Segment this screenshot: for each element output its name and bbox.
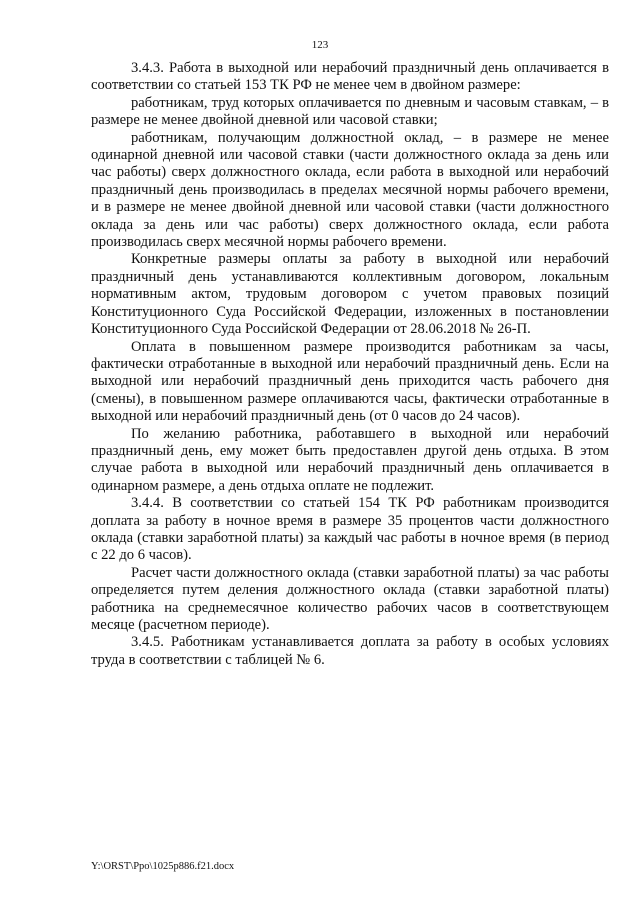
footer-file-path: Y:\ORST\Ppo\1025p886.f21.docx (91, 861, 235, 872)
paragraph-3-4-3: 3.4.3. Работа в выходной или нерабочий праздничный день оплачивается в соответствии со статьей 153 ТК РФ не менее чем в двойном размере: (91, 60, 609, 94)
page-number: 123 (311, 39, 329, 51)
paragraph-hourly-workers: работникам, труд которых оплачивается по дневным и часовым ставкам, – в размере не менее двойной дневной или часовой ставки; (91, 94, 609, 129)
paragraph-salaried-workers: работникам, получающим должностной оклад, – в размере не менее одинарной дневной или часовой ставки (части должностного оклада за день или час работы) сверх должностного оклада, если работа в выходной или нерабочий праздничный день производилась в пределах месячной нормы рабочего времени, и в размере не менее двойной дневной или часовой ставки (части должностного оклада за день или час работы) сверх должностного оклада, если работа производилась сверх месячной нормы рабочего времени. (91, 129, 609, 251)
paragraph-specific-amounts: Конкретные размеры оплаты за работу в выходной или нерабочий праздничный день устанавливаются коллективным договором, локальным нормативным актом, трудовым договором с учетом правовых позиций Конституционного Суда Российской Федерации, изложенных в постановлении Конституционного Суда Российской Федерации от 28.06.2018 № 26-П. (91, 251, 609, 338)
paragraph-3-4-5: 3.4.5. Работникам устанавливается доплата за работу в особых условиях труда в соответствии с таблицей № 6. (91, 634, 609, 668)
paragraph-3-4-4: 3.4.4. В соответствии со статьей 154 ТК РФ работникам производится доплата за работу в ночное время в размере 35 процентов части должностного оклада (ставки заработной платы) за каждый час работы в ночное время (в период с 22 до 6 часов). (91, 495, 609, 564)
paragraph-day-off: По желанию работника, работавшего в выходной или нерабочий праздничный день, ему может быть предоставлен другой день отдыха. В этом случае работа в выходной или нерабочий праздничный день оплачивается в одинарном размере, а день отдыха оплате не подлежит. (91, 425, 609, 494)
document-body (91, 60, 609, 669)
paragraph-increased-pay: Оплата в повышенном размере производится работникам за часы, фактически отработанные в выходной или нерабочий праздничный день. Если на выходной или нерабочий праздничный день приходится часть рабочего дня (смены), в повышенном размере оплачиваются часы, фактически отработанные в выходной или нерабочий праздничный день (от 0 часов до 24 часов). (91, 338, 609, 425)
paragraph-hourly-calculation: Расчет части должностного оклада (ставки заработной платы) за час работы определяется путем деления должностного оклада (ставки заработной платы) работника на среднемесячное количество рабочих часов в соответствующем месяце (расчетном периоде). (91, 564, 609, 633)
